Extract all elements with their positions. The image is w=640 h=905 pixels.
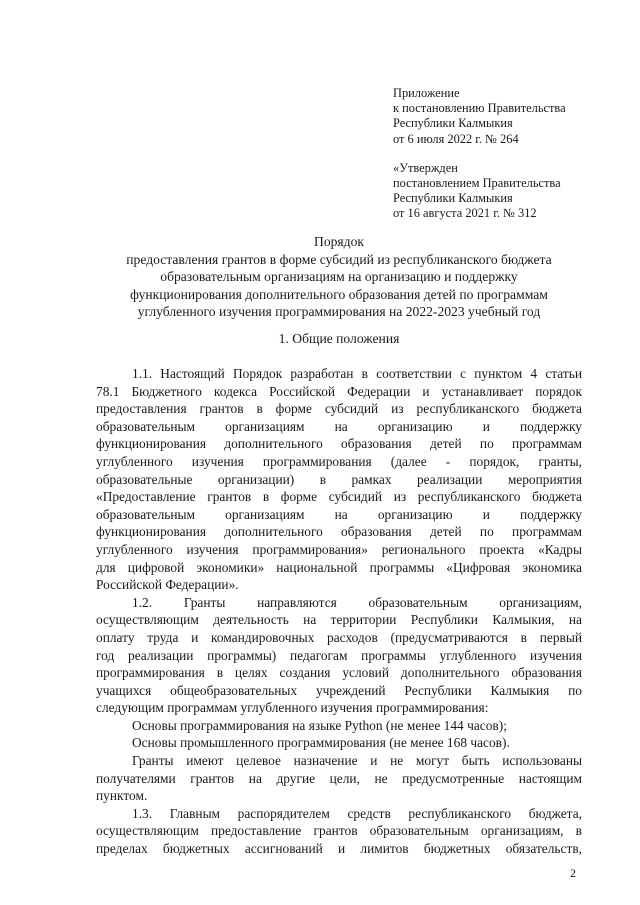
body-line: осуществляющим деятельность на территории Республики Калмыкия, на <box>96 612 582 628</box>
approved-line: «Утвержден <box>393 160 458 175</box>
title-heading: Порядок <box>314 234 364 249</box>
body-text <box>96 365 582 858</box>
body-line: 1.2. Гранты направляются образовательным организациям, <box>132 594 582 610</box>
title-line: углубленного изучения программирования на 2022-2023 учебный год <box>137 304 541 320</box>
body-line: предоставления грантов в форме субсидий из республиканского бюджета <box>96 401 582 417</box>
title-line: образовательным организациям на организацию и поддержку <box>160 269 518 285</box>
body-line: пунктом. <box>96 788 148 804</box>
body-line: функционирования дополнительного образования детей по программам <box>96 436 582 452</box>
body-line: образовательным организациям на организацию и поддержку <box>96 418 582 434</box>
body-line: 1.1. Настоящий Порядок разработан в соответствии с пунктом 4 статьи <box>132 366 582 381</box>
body-line: осуществляющим предоставление грантов образовательным организациям, в <box>96 823 582 839</box>
body-line: оплату труда и командировочных расходов (предусматриваются в первый <box>96 629 582 645</box>
body-line: «Предоставление грантов в форме субсидий из республиканского бюджета <box>96 489 582 505</box>
body-line: пределах бюджетных ассигнований и лимитов бюджетных обязательств, <box>96 841 582 857</box>
title-line: предоставления грантов в форме субсидий из республиканского бюджета <box>126 251 552 267</box>
body-line: 78.1 Бюджетного кодекса Российской Федерации и устанавливает порядок <box>96 383 582 399</box>
body-line: образовательным организациям на организацию и поддержку <box>96 506 582 522</box>
body-line: Основы программирования на языке Python (не менее 144 часов); <box>132 717 507 733</box>
body-line: для цифровой экономики» национальной программы «Цифровая экономика <box>96 559 582 575</box>
appendix-line: Республики Калмыкия <box>393 116 513 131</box>
approved-line: Республики Калмыкия <box>393 191 513 206</box>
body-line: следующим программам углубленного изучения программирования: <box>96 700 489 716</box>
appendix-line: Приложение <box>393 86 460 100</box>
body-line: углубленного изучения программирования» регионального проекта «Кадры <box>96 541 582 557</box>
page-number: 2 <box>570 866 576 880</box>
body-line: учащихся общеобразовательных учреждений Республики Калмыкия по <box>96 682 582 698</box>
body-line: Основы промышленного программирования (не менее 168 часов). <box>132 735 510 751</box>
appendix-line: к постановлению Правительства <box>393 101 566 116</box>
body-line: образовательные организации) в рамках реализации мероприятия <box>96 471 582 487</box>
body-line: получателями грантов на другие цели, не предусмотренные настоящим <box>96 770 582 786</box>
appendix-line: от 6 июля 2022 г. № 264 <box>393 131 519 146</box>
body-line: 1.3. Главным распорядителем средств республиканского бюджета, <box>132 805 582 821</box>
appendix-gap <box>393 147 566 161</box>
body-line: Российской Федерации». <box>96 577 239 593</box>
section-heading: 1. Общие положения <box>278 331 400 346</box>
approved-line: постановлением Правительства <box>393 176 561 191</box>
document-title <box>96 233 582 321</box>
body-line: функционирования дополнительного образования детей по программам <box>96 524 582 540</box>
body-line: углубленного изучения программирования (далее - порядок, гранты, <box>96 453 582 469</box>
appendix-block <box>393 86 566 222</box>
approved-line: от 16 августа 2021 г. № 312 <box>393 206 537 221</box>
body-line: Гранты имеют целевое назначение и не могут быть использованы <box>132 753 582 769</box>
body-line: год реализации программы) педагогам программы углубленного изучения <box>96 647 582 663</box>
title-line: функционирования дополнительного образования детей по программам <box>130 286 548 302</box>
body-line: программирования в целях создания условий дополнительного образования <box>96 665 582 681</box>
